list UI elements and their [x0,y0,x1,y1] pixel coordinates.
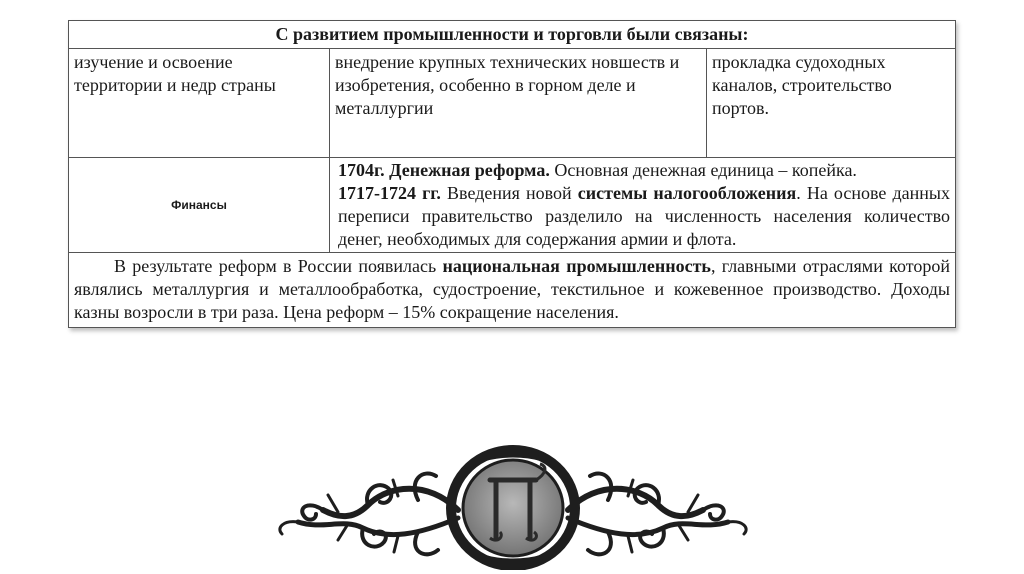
table-header: С развитием промышленности и торговли были связаны: [69,21,956,49]
cell-canals: прокладка судоходных каналов, строительство портов. [707,49,956,158]
ornament-right-scroll-icon [568,473,746,554]
ornament-left-scroll-icon [280,473,458,554]
cell-territory: изучение и освоение территории и недр страны [69,49,330,158]
finance-text [330,158,956,253]
result-paragraph [69,253,956,328]
result-pre: В результате реформ в России появилась [114,256,443,276]
monogram-ornament-icon [268,440,758,570]
finance-paragraph-2 [338,182,950,251]
finance-label: Финансы [69,158,330,253]
finance-years-1717: 1717-1724 гг. [338,183,441,203]
finance-year-1704: 1704г. [338,160,385,180]
finance-tax-desc: . На основе данных переписи правительство разделило на численность населения количество денег, необходимых для содержания армии и флота. [338,183,951,249]
finance-reform-desc: Основная денежная единица – копейка. [549,160,857,180]
finance-paragraph-1 [338,159,950,182]
finance-reform-title: Денежная реформа. [389,160,550,180]
result-national-industry: национальная промышленность [442,256,711,276]
result-text: , главными отраслями которой являлись металлургия и металлообработка, судостроение, текстильное и кожевенное производство. Доходы казны возросли в три раза. Цена реформ – 15% сокращение населения. [74,256,950,322]
monogram-p-icon [451,450,575,566]
reform-table [68,20,956,328]
finance-tax-pre: Введения новой [440,183,578,203]
finance-tax-system: системы налогообложения [577,183,797,203]
cell-innovations: внедрение крупных технических новшеств и изобретения, особенно в горном деле и металлургии [330,49,707,158]
